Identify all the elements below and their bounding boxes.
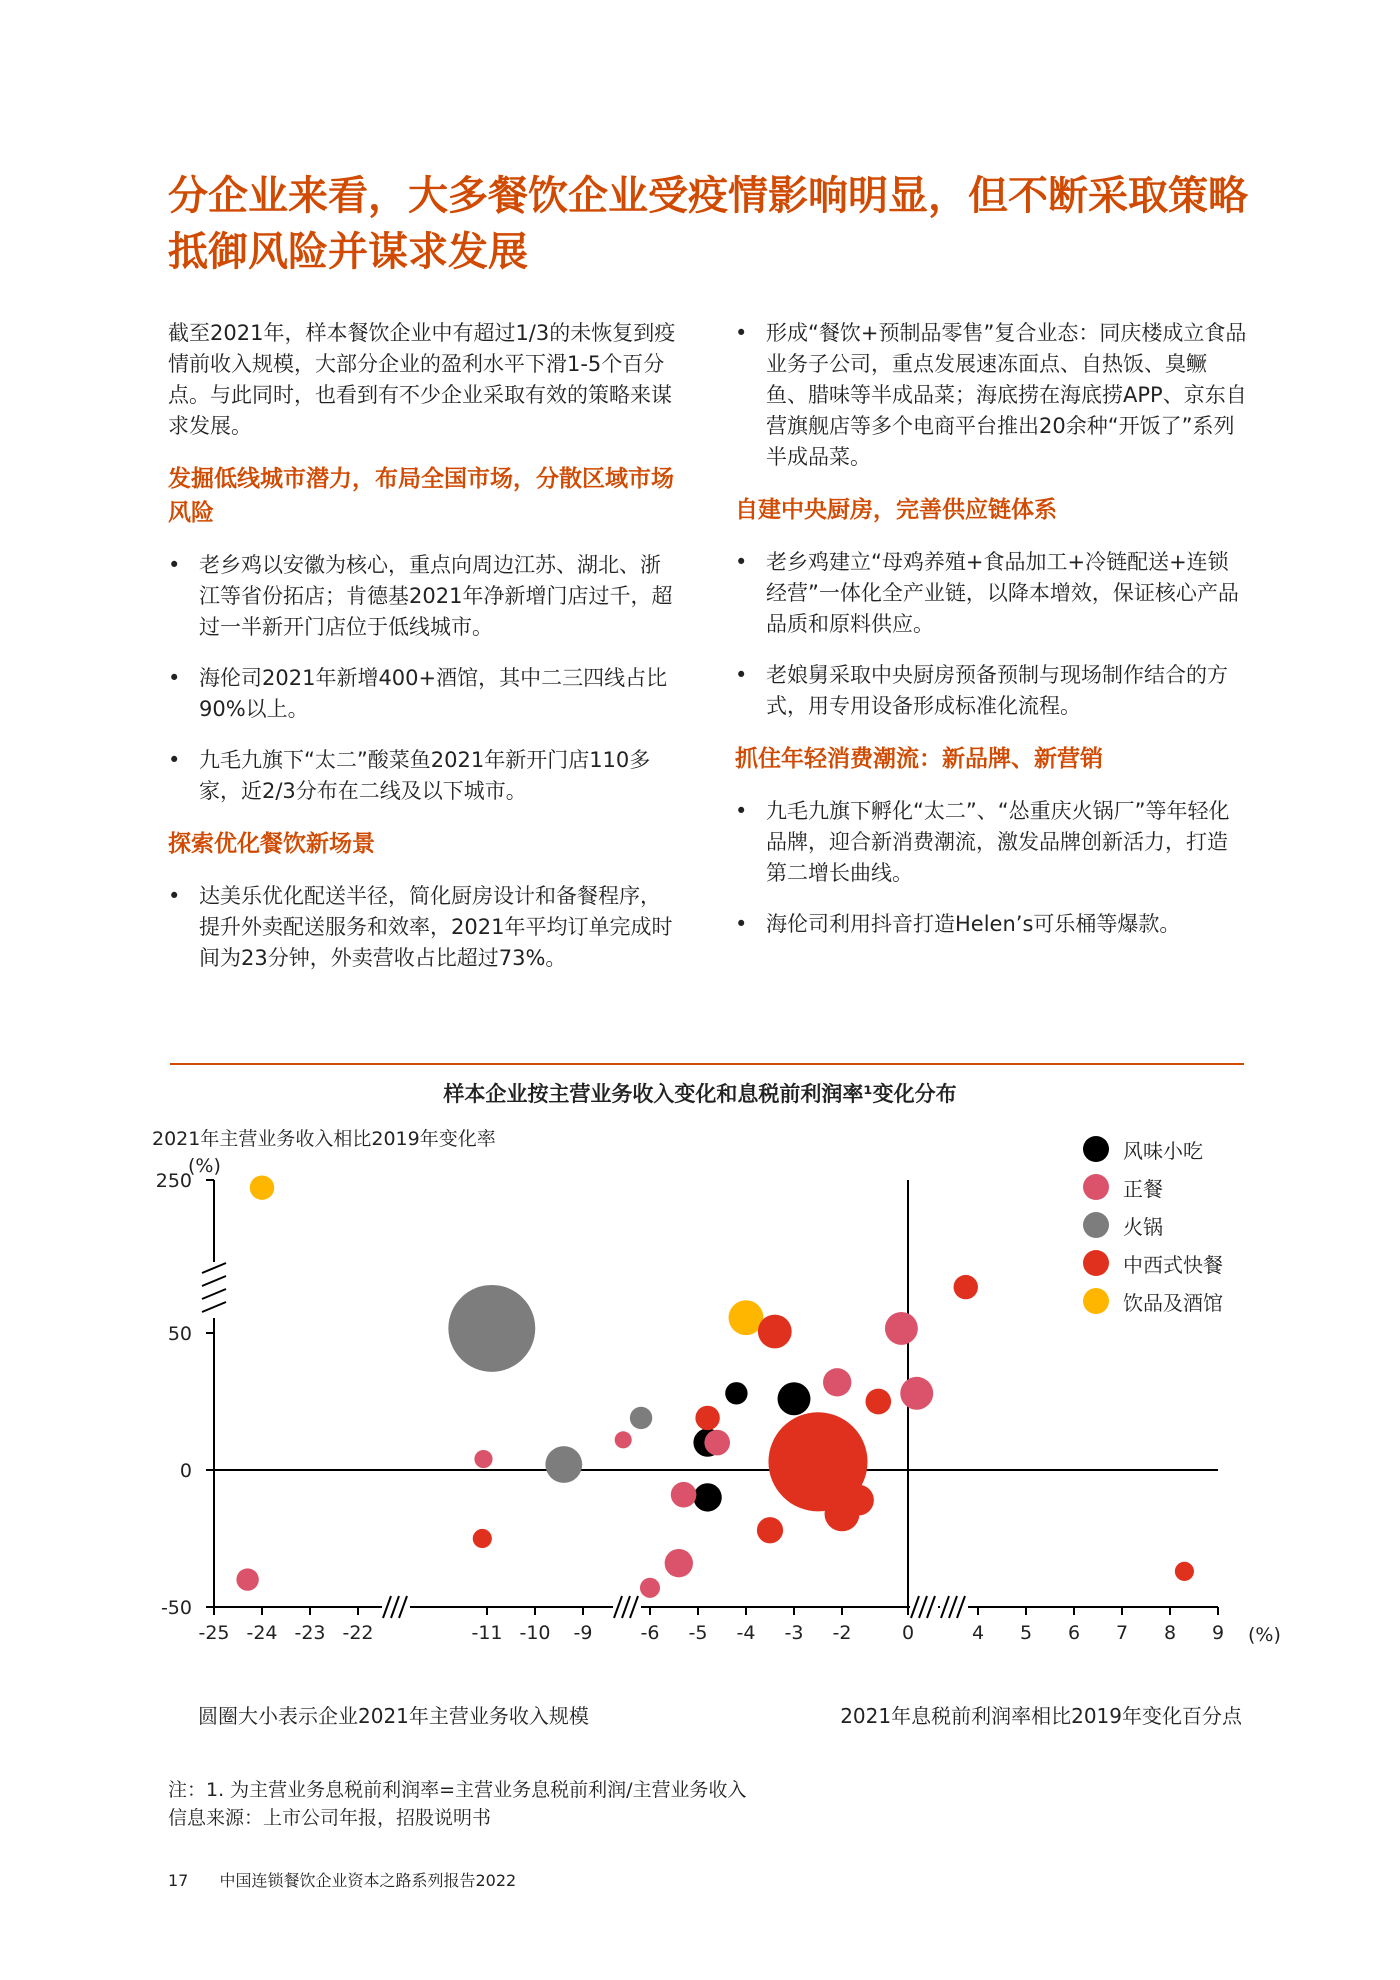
list-item-text: 九毛九旗下“太二”酸菜鱼2021年新开门店110多家，近2/3分布在二线及以下城市。 <box>199 748 651 803</box>
x-tick-label: -22 <box>342 1622 374 1644</box>
list-item-text: 九毛九旗下孵化“太二”、“怂重庆火锅厂”等年轻化品牌，迎合新消费潮流，激发品牌创新活力，打造第二增长曲线。 <box>766 799 1230 885</box>
data-point <box>695 1406 719 1430</box>
x-tick-label: -10 <box>519 1622 551 1644</box>
x-tick-label: -11 <box>471 1622 503 1644</box>
x-tick-label: -9 <box>573 1622 593 1644</box>
data-point <box>640 1578 660 1598</box>
bullet-dot: • <box>735 663 748 687</box>
source-note: 信息来源：上市公司年报，招股说明书 <box>168 1807 492 1829</box>
data-point <box>671 1482 697 1508</box>
y-tick-label: 50 <box>167 1323 192 1345</box>
legend-item-hotpot <box>1083 1206 1223 1244</box>
legend-swatch <box>1083 1136 1109 1162</box>
chart-y-axis-label: 2021年主营业务收入相比2019年变化率 <box>152 1128 496 1150</box>
bullet-dot: • <box>168 884 181 908</box>
section-heading-central-kitchen: 自建中央厨房，完善供应链体系 <box>735 497 1057 523</box>
x-tick-label: -25 <box>198 1622 230 1644</box>
bullet-dot: • <box>735 912 748 936</box>
bullet-dot: • <box>168 748 181 772</box>
list-item-text: 海伦司2021年新增400+酒馆，其中二三四线占比90%以上。 <box>199 666 668 721</box>
bullet-dot: • <box>735 550 748 574</box>
list-item-text: 老乡鸡建立“母鸡养殖+食品加工+冷链配送+连锁经营”一体化全产业链，以降本增效，保证核心产品品质和原料供应。 <box>766 550 1239 636</box>
x-tick-label: -4 <box>736 1622 756 1644</box>
bullet-dot: • <box>735 799 748 823</box>
data-point <box>704 1430 730 1456</box>
list-item-text: 海伦司利用抖音打造Helen’s可乐桶等爆款。 <box>766 912 1181 936</box>
data-point <box>630 1407 652 1429</box>
data-point <box>545 1446 582 1483</box>
x-tick-label: -23 <box>294 1622 326 1644</box>
page-footer <box>168 1868 542 1891</box>
y-tick-label: 250 <box>155 1170 192 1192</box>
chart-title: 样本企业按主营业务收入变化和息税前利润率¹变化分布 <box>443 1082 957 1106</box>
section-heading-new-scenarios: 探索优化餐饮新场景 <box>168 831 375 857</box>
x-tick-label: 7 <box>1115 1622 1129 1644</box>
legend-swatch <box>1083 1288 1109 1314</box>
legend-item-full-service <box>1083 1168 1223 1206</box>
chart-y-axis-unit: (%) <box>188 1155 221 1177</box>
x-tick-label: 5 <box>1019 1622 1033 1644</box>
chart-x-axis-unit: (%) <box>1248 1624 1281 1646</box>
data-point <box>693 1483 721 1511</box>
legend-item-snacks <box>1083 1130 1223 1168</box>
data-point <box>448 1285 535 1372</box>
x-tick-label: 6 <box>1067 1622 1081 1644</box>
footnote: 注：1. 为主营业务息税前利润率=主营业务息税前利润/主营业务收入 <box>168 1779 747 1801</box>
report-title: 中国连锁餐饮企业资本之路系列报告2022 <box>219 1871 517 1890</box>
legend-swatch <box>1083 1174 1109 1200</box>
x-tick-label: 9 <box>1211 1622 1225 1644</box>
x-tick-label: -2 <box>832 1622 852 1644</box>
intro-paragraph: 截至2021年，样本餐饮企业中有超过1/3的未恢复到疫情前收入规模，大部分企业的盈利水平下滑1-5个百分点。与此同时，也看到有不少企业采取有效的策略来谋求发展。 <box>168 321 676 438</box>
x-tick-label: 0 <box>901 1622 915 1644</box>
list-item-text: 老乡鸡以安徽为核心，重点向周边江苏、湖北、浙江等省份拓店；肯德基2021年净新增门店过千，超过一半新开门店位于低线城市。 <box>199 553 673 639</box>
data-point <box>665 1549 693 1577</box>
x-tick-label: -5 <box>688 1622 708 1644</box>
data-point <box>1175 1562 1194 1581</box>
data-point <box>900 1377 933 1410</box>
chart-legend <box>1083 1130 1223 1320</box>
data-point <box>757 1517 783 1543</box>
bullet-dot: • <box>168 553 181 577</box>
data-point <box>758 1315 792 1349</box>
bubble-size-note: 圆圈大小表示企业2021年主营业务收入规模 <box>198 1704 589 1728</box>
y-tick-label: 0 <box>179 1460 192 1482</box>
section-heading-lower-tier-cities: 发掘低线城市潜力，布局全国市场，分散区域市场风险 <box>168 466 674 526</box>
data-point <box>823 1368 851 1396</box>
legend-swatch <box>1083 1212 1109 1238</box>
chart-x-axis-label: 2021年息税前利润率相比2019年变化百分点 <box>840 1704 1242 1728</box>
page-number: 17 <box>168 1871 189 1890</box>
bullet-dot: • <box>168 666 181 690</box>
legend-item-fast-food <box>1083 1244 1223 1282</box>
list-item-text: 形成“餐饮+预制品零售”复合业态：同庆楼成立食品业务子公司，重点发展速冻面点、自热饭、臭鳜鱼、腊味等半成品菜；海底捞在海底捞APP、京东自营旗舰店等多个电商平台推出20余种“开饭了”系列半成品菜。 <box>766 321 1247 469</box>
legend-label: 风味小吃 <box>1123 1138 1203 1163</box>
x-tick-label: -6 <box>640 1622 660 1644</box>
y-tick-label: -50 <box>160 1597 192 1619</box>
legend-swatch <box>1083 1250 1109 1276</box>
data-point <box>615 1431 632 1448</box>
data-point <box>885 1312 918 1345</box>
data-point <box>473 1529 492 1548</box>
list-item-text: 老娘舅采取中央厨房预备预制与现场制作结合的方式，用专用设备形成标准化流程。 <box>766 663 1228 718</box>
data-point <box>236 1568 258 1590</box>
data-point <box>778 1382 811 1415</box>
data-point <box>474 1450 492 1468</box>
data-point <box>823 1489 851 1517</box>
x-tick-label: -3 <box>784 1622 804 1644</box>
bullet-dot: • <box>735 321 748 345</box>
legend-label: 中西式快餐 <box>1123 1252 1223 1277</box>
x-tick-label: 4 <box>971 1622 985 1644</box>
legend-label: 火锅 <box>1123 1214 1163 1239</box>
section-heading-young-consumers: 抓住年轻消费潮流：新品牌、新营销 <box>735 746 1103 772</box>
x-tick-label: -24 <box>246 1622 278 1644</box>
legend-label: 正餐 <box>1123 1176 1163 1201</box>
list-item-text: 达美乐优化配送半径，简化厨房设计和备餐程序，提升外卖配送服务和效率，2021年平均订单完成时间为23分钟，外卖营收占比超过73%。 <box>199 884 673 970</box>
data-point <box>250 1175 274 1199</box>
data-point <box>865 1389 891 1415</box>
notes <box>168 1776 747 1832</box>
legend-item-drinks-bars <box>1083 1282 1223 1320</box>
x-tick-label: 8 <box>1163 1622 1177 1644</box>
data-point <box>725 1382 747 1404</box>
page-title: 分企业来看，大多餐饮企业受疫情影响明显，但不断采取策略抵御风险并谋求发展 <box>168 173 1248 275</box>
data-point <box>954 1275 978 1299</box>
legend-label: 饮品及酒馆 <box>1123 1290 1223 1315</box>
